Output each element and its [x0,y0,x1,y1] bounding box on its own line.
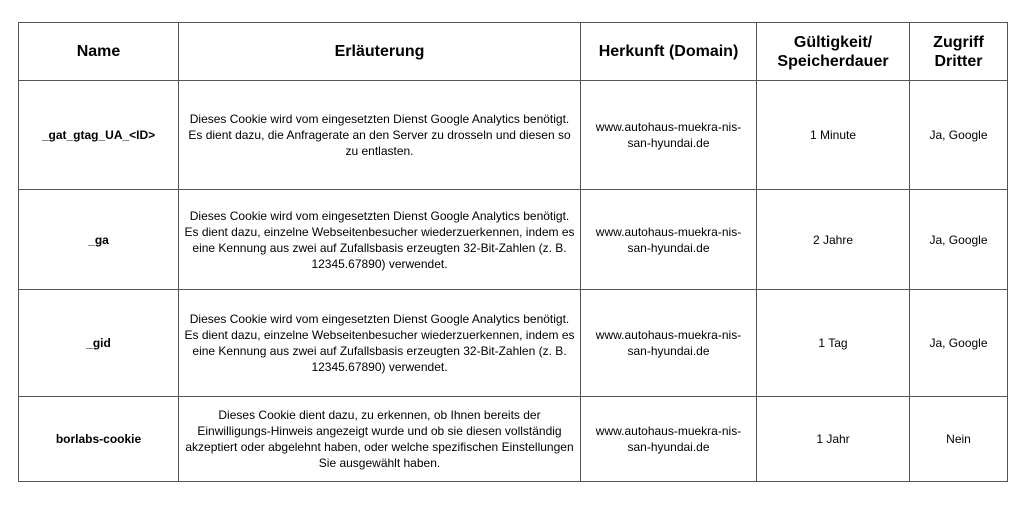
header-third-party [910,23,1008,81]
cookie-name: _gid [19,290,179,397]
cookie-domain [581,397,757,482]
header-validity-line1: Gültigkeit/ [793,33,873,51]
header-third-party-line1: Zugriff [933,33,984,51]
cookie-explanation: Dieses Cookie wird vom eingesetzten Dienst Google Analytics benötigt. Es dient dazu, die Anfragerate an den Server zu drosseln und diesen so zu entlasten. [179,81,581,190]
cookie-validity: 2 Jahre [757,190,910,290]
cookie-third-party: Ja, Google [910,81,1008,190]
cookie-domain-line2: san-hyundai.de [627,440,710,454]
cookie-explanation: Dieses Cookie wird vom eingesetzten Dienst Google Analytics benötigt. Es dient dazu, einzelne Webseitenbesucher wiederzuerkennen, indem es eine Kennung aus zwei auf Zufallsbasis erzeugten 32-Bit-Zahlen (z. B. 12345.67890) verwendet. [179,190,581,290]
cookie-third-party: Ja, Google [910,190,1008,290]
header-third-party-line2: Dritter [934,52,983,70]
cookie-validity: 1 Minute [757,81,910,190]
cookie-validity: 1 Tag [757,290,910,397]
cookie-domain-line1: www.autohaus-muekra-nis- [595,120,742,134]
header-validity-line2: Speicherdauer [777,52,889,70]
cookie-domain-line1: www.autohaus-muekra-nis- [595,424,742,438]
cookie-explanation: Dieses Cookie dient dazu, zu erkennen, ob Ihnen bereits der Einwilligungs-Hinweis angezeigt wurde und ob sie diesen vollständig akzeptiert oder abgelehnt haben, oder welche spezifischen Einstellungen Sie ausgewählt haben. [179,397,581,482]
cookie-table [18,22,1008,482]
cookie-name: _ga [19,190,179,290]
table-row [19,290,1008,397]
cookie-domain [581,190,757,290]
cookie-third-party: Ja, Google [910,290,1008,397]
cookie-domain-line1: www.autohaus-muekra-nis- [595,224,742,239]
header-validity [757,23,910,81]
cookie-domain-line2: san-hyundai.de [627,240,710,255]
header-origin: Herkunft (Domain) [581,23,757,81]
cookie-name: _gat_gtag_UA_<ID> [19,81,179,190]
table-row [19,190,1008,290]
table-row [19,81,1008,190]
cookie-validity: 1 Jahr [757,397,910,482]
cookie-third-party: Nein [910,397,1008,482]
header-name: Name [19,23,179,81]
cookie-domain-line1: www.autohaus-muekra-nis- [595,328,742,342]
header-row [19,23,1008,81]
cookie-domain-line2: san-hyundai.de [627,136,710,150]
header-explanation: Erläuterung [179,23,581,81]
cookie-domain [581,81,757,190]
cookie-name: borlabs-cookie [19,397,179,482]
cookie-explanation: Dieses Cookie wird vom eingesetzten Dienst Google Analytics benötigt. Es dient dazu, einzelne Webseitenbesucher wiederzuerkennen, indem es eine Kennung aus zwei auf Zufallsbasis erzeugten 32-Bit-Zahlen (z. B. 12345.67890) verwendet. [179,290,581,397]
table-row [19,397,1008,482]
cookie-domain [581,290,757,397]
cookie-domain-line2: san-hyundai.de [627,344,710,358]
